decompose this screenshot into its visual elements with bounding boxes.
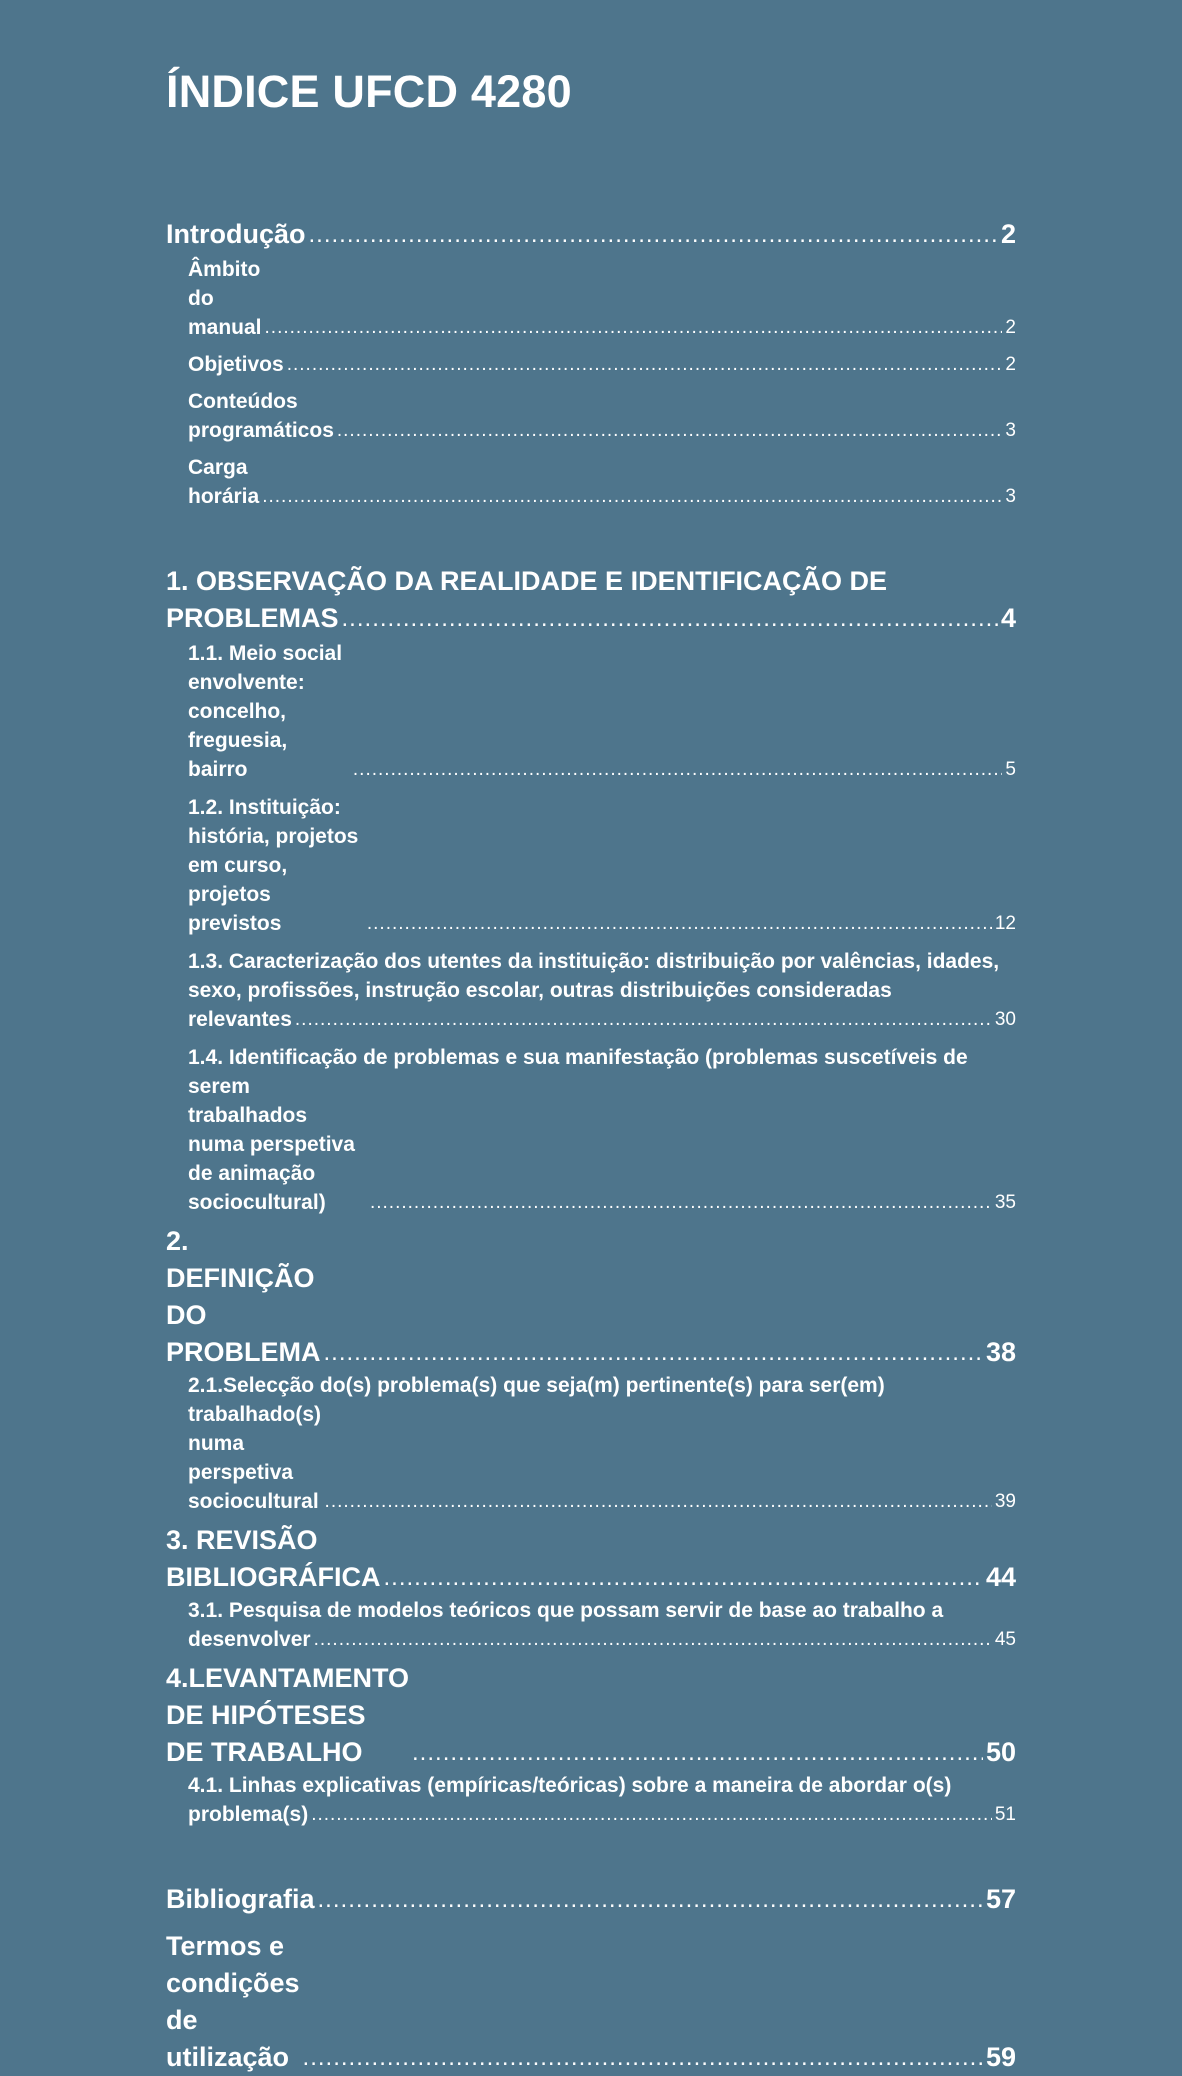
toc-entry-label-lines: 3.1. Pesquisa de modelos teóricos que possam servir de base ao trabalho a	[188, 1599, 944, 1622]
toc-entry-objetivos[interactable]	[166, 350, 1016, 379]
toc-leader-dots	[367, 909, 992, 938]
page-title: ÍNDICE UFCD 4280	[166, 66, 572, 117]
toc-page-number: 2	[1005, 317, 1016, 338]
toc-page-number: 12	[994, 913, 1016, 934]
toc-entry-bibliografia[interactable]	[166, 1881, 1016, 1918]
toc-entry-1-2[interactable]	[166, 793, 1016, 938]
toc-page-number: 51	[994, 1804, 1016, 1825]
toc-entry-label: Conteúdos programáticos	[188, 390, 334, 442]
toc-page-number: 57	[985, 1884, 1016, 1914]
toc-page-number: 4	[1000, 603, 1016, 633]
toc-leader-dots	[303, 2039, 983, 2076]
toc-page-number: 39	[994, 1491, 1016, 1512]
toc-leader-dots	[262, 482, 1002, 511]
table-of-contents	[166, 216, 1016, 2076]
toc-entry-label: Introdução	[166, 219, 306, 249]
toc-entry-label: Carga horária	[188, 456, 260, 508]
toc-page-number: 30	[994, 1009, 1016, 1030]
toc-entry-label: PROBLEMAS	[166, 603, 339, 633]
toc-entry-label-line: 1. OBSERVAÇÃO DA REALIDADE E IDENTIFICAÇÃO DE	[166, 566, 888, 596]
toc-leader-dots	[370, 1188, 992, 1217]
toc-leader-dots	[325, 1487, 992, 1516]
toc-entry-conteudos[interactable]	[166, 387, 1016, 445]
toc-entry-section-2[interactable]	[166, 1223, 1016, 1371]
toc-page-number: 5	[1005, 759, 1016, 780]
toc-leader-dots	[309, 216, 998, 253]
toc-leader-dots	[314, 1625, 992, 1654]
toc-entry-1-3[interactable]	[166, 947, 1016, 1034]
toc-leader-dots	[311, 1800, 992, 1829]
toc-page-number: 38	[985, 1337, 1016, 1367]
toc-leader-dots	[324, 1334, 983, 1371]
toc-entry-section-1[interactable]	[166, 563, 1016, 637]
toc-entry-section-4[interactable]	[166, 1660, 1016, 1771]
toc-leader-dots	[353, 755, 1003, 784]
toc-entry-label-lines: 1.3. Caracterização dos utentes da instituição: distribuição por valências, idades, sexo, profissões, instrução escolar, outras distribuições consideradas	[188, 950, 1000, 1002]
toc-entry-2-1[interactable]	[166, 1371, 1016, 1516]
toc-entry-label: desenvolver	[188, 1628, 311, 1651]
toc-entry-label: 1.1. Meio social envolvente: concelho, freguesia, bairro	[188, 642, 343, 781]
toc-leader-dots	[287, 350, 1003, 379]
toc-page-number: 50	[985, 1737, 1016, 1767]
toc-leader-dots	[295, 1005, 992, 1034]
toc-page-number: 35	[994, 1192, 1016, 1213]
toc-entry-label: 3. REVISÃO BIBLIOGRÁFICA	[166, 1525, 381, 1592]
toc-page-number: 2	[1000, 219, 1016, 249]
toc-entry-label: 1.2. Instituição: história, projetos em curso, projetos previstos	[188, 796, 359, 935]
toc-entry-1-1[interactable]	[166, 639, 1016, 784]
toc-leader-dots	[383, 1559, 982, 1596]
toc-page-number: 45	[994, 1629, 1016, 1650]
toc-entry-label-lines: 4.1. Linhas explicativas (empíricas/teóricas) sobre a maneira de abordar o(s)	[188, 1774, 952, 1797]
toc-entry-ambito[interactable]	[166, 255, 1016, 342]
toc-leader-dots	[265, 313, 1003, 342]
toc-entry-label: 4.LEVANTAMENTO DE HIPÓTESES DE TRABALHO	[166, 1663, 410, 1767]
toc-leader-dots	[342, 600, 998, 637]
toc-entry-4-1[interactable]	[166, 1771, 1016, 1829]
toc-entry-section-3[interactable]	[166, 1522, 1016, 1596]
toc-page-number: 3	[1005, 420, 1016, 441]
toc-entry-label: relevantes	[188, 1008, 292, 1031]
toc-entry-label: Objetivos	[188, 353, 284, 376]
toc-entry-introducao[interactable]	[166, 216, 1016, 253]
toc-leader-dots	[337, 416, 1003, 445]
toc-entry-label-lines: 2.1.Selecção do(s) problema(s) que seja(m) pertinente(s) para ser(em)	[188, 1374, 885, 1397]
toc-entry-1-4[interactable]	[166, 1043, 1016, 1217]
toc-page-number: 59	[985, 2042, 1016, 2072]
toc-entry-label: Âmbito do manual	[188, 258, 262, 339]
toc-page-number: 3	[1005, 486, 1016, 507]
toc-leader-dots	[412, 1734, 983, 1771]
toc-entry-label: 2. DEFINIÇÃO DO PROBLEMA	[166, 1226, 321, 1367]
toc-page-number: 2	[1005, 354, 1016, 375]
toc-entry-label-lines: 1.4. Identificação de problemas e sua manifestação (problemas suscetíveis de	[188, 1046, 968, 1069]
toc-entry-label: problema(s)	[188, 1803, 309, 1826]
toc-entry-label: serem trabalhados numa perspetiva de animação sociocultural)	[188, 1075, 355, 1214]
toc-entry-label: Bibliografia	[166, 1884, 315, 1914]
toc-entry-label: Termos e condições de utilização	[166, 1931, 300, 2072]
toc-entry-label: trabalhado(s) numa perspetiva sociocultural	[188, 1403, 322, 1513]
toc-leader-dots	[318, 1881, 983, 1918]
toc-entry-termos[interactable]	[166, 1928, 1016, 2076]
toc-page-number: 44	[985, 1562, 1016, 1592]
toc-entry-carga-horaria[interactable]	[166, 453, 1016, 511]
toc-entry-3-1[interactable]	[166, 1596, 1016, 1654]
